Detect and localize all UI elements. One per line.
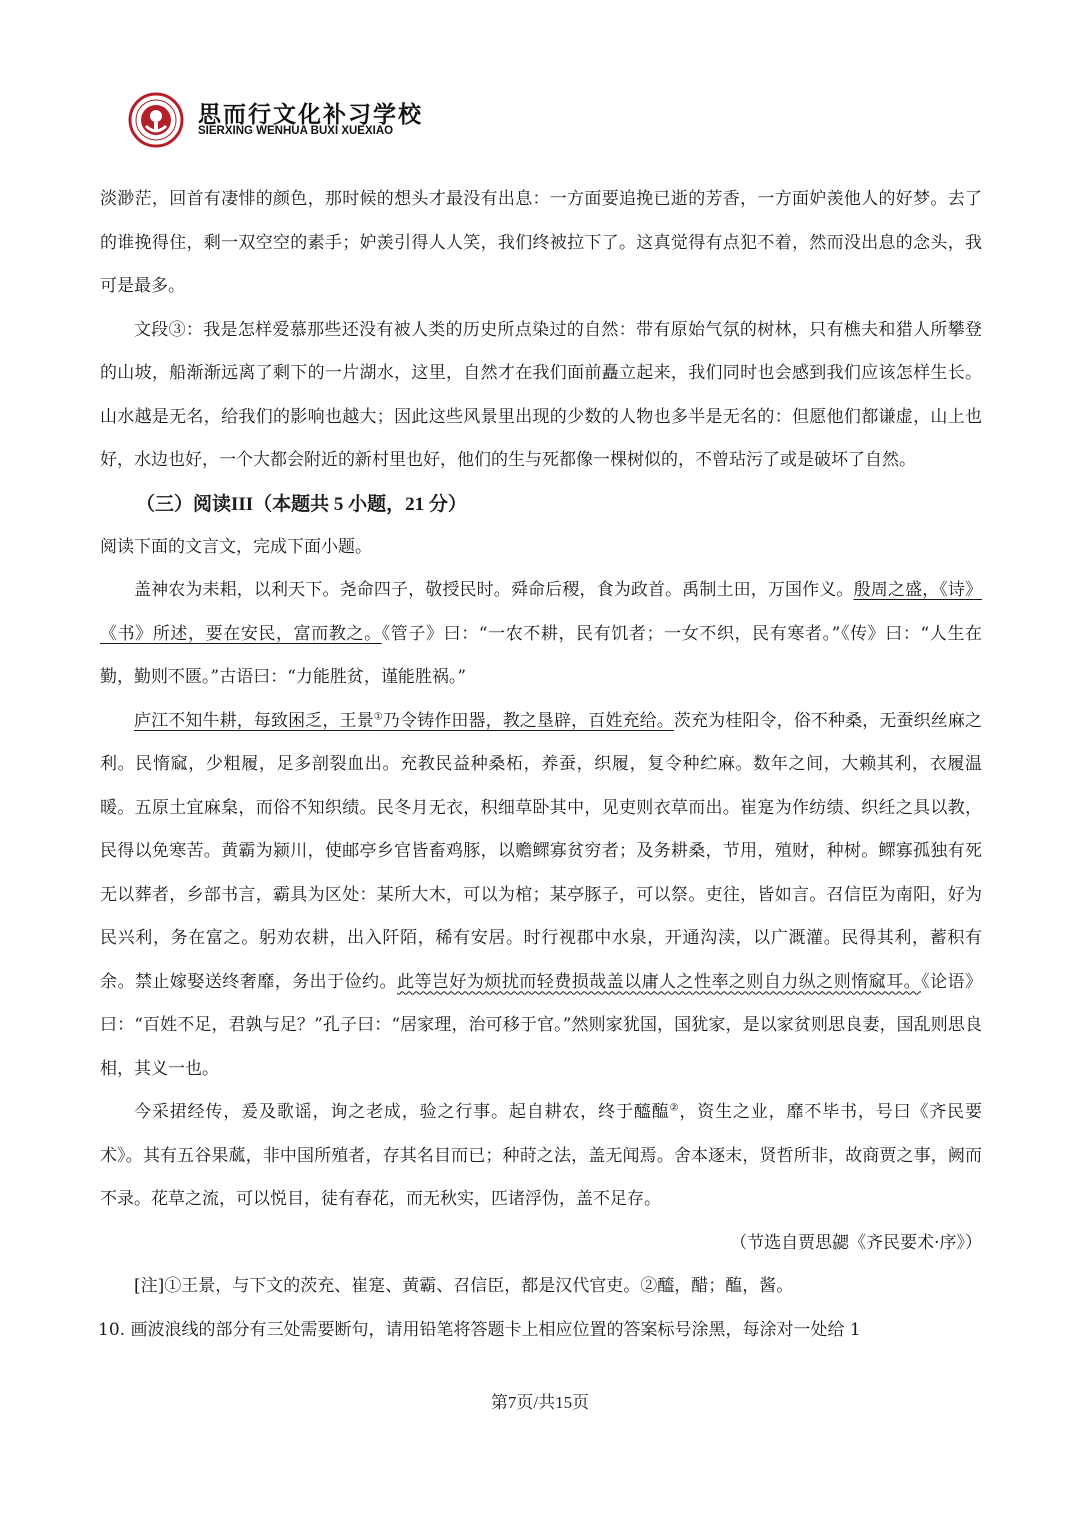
page-number: 第7页/共15页	[490, 1393, 590, 1412]
section-instruction: 阅读下面的文言文，完成下面小题。	[100, 536, 372, 557]
classical-text: 盖神农为耒耜，以利天下。尧命四子，敬授民时。舜命后稷，食为政首。禹制土田，万国作义。	[134, 580, 854, 600]
question-10: 10. 画波浪线的部分有三处需要断句，请用铅笔将答题卡上相应位置的答案标号涂黑，每涂对一处给 1	[98, 1319, 861, 1340]
classical-text: 今采捃经传，爰及歌谣，询之老成，验之行事。起自耕农，终于醯醢	[134, 1102, 670, 1122]
underlined-sentence	[134, 711, 674, 731]
page-header	[128, 92, 428, 148]
school-logo-icon	[128, 92, 184, 148]
source-citation: （节选自贾思勰《齐民要术·序》）	[730, 1232, 982, 1253]
page-content	[100, 178, 982, 1352]
classical-paragraph-1	[100, 569, 982, 700]
section-title: （三）阅读III（本题共 5 小题，21 分）	[136, 493, 467, 515]
classical-paragraph-3	[100, 1091, 982, 1222]
note-mark: ②	[669, 1102, 680, 1114]
underlined-sentence: 殷周之盛，《诗》《书》所述，要在安民，富而教之。	[100, 580, 983, 644]
passage-paragraph-3: 文段③：我是怎样爱慕那些还没有被人类的历史所点染过的自然：带有原始气氛的树林，只有樵夫和猎人所攀登的山坡，船渐渐远离了剩下的一片湖水，这里，自然才在我们面前矗立起来，我们同时也会感到我们应该怎样生长。山水越是无名，给我们的影响也越大；因此这些风景里出现的少数的人物也多半是无名的：但愿他们都谦虚，山上也好，水边也好，一个大都会附近的新村里也好，他们的生与死都像一棵树似的，不曾玷污了或是破坏了自然。	[100, 319, 982, 470]
classical-text: 《管子》曰：“一农不耕，民有饥者；一女不织，民有寒者。”《传》曰：“人生在勤，勤则不匮。”古语曰：“力能胜贫，谨能胜祸。”	[100, 623, 982, 687]
classical-text: 乃令铸作田器，教之垦辟，百姓充给。	[382, 710, 674, 731]
school-name-en: SIERXING WENHUA BUXI XUEXIAO	[198, 125, 394, 137]
passage-paragraph: 淡渺茫，回首有凄悱的颜色，那时候的想头才最没有出息：一方面要追挽已逝的芳香，一方面妒羡他人的好梦。去了的谁挽得住，剩一双空空的素手；妒羡引得人人笑，我们终被拉下了。这真觉得有点犯不着，然而没出息的念头，我可是最多。	[100, 189, 982, 296]
footnotes: [注]①王景，与下文的茨充、崔寔、黄霸、召信臣，都是汉代官吏。②醯，醋；醢，酱。	[134, 1276, 794, 1296]
school-name-cn: 思而行文化补习学校	[198, 102, 423, 128]
classical-text: 茨充为桂阳令，俗不种桑，无蚕织丝麻之利。民惰窳，少粗履，足多剖裂血出。充教民益种桑柘，养蚕，织履，复令种纻麻。数年之间，大赖其利，衣履温暖。五原土宜麻枲，而俗不知织绩。民冬月无衣，积细草卧其中，见吏则衣草而出。崔寔为作纺绩、织纴之具以教，民得以免寒苦。黄霸为颍川，使邮亭乡官皆畜鸡豚，以赡鳏寡贫穷者；及务耕桑，节用，殖财，种树。鳏寡孤独有死无以葬者，乡部书言，霸具为区处：某所大木，可以为棺；某亭豚子，可以祭。吏往，皆如言。召信臣为南阳，好为民兴利，务在富之。躬劝农耕，出入阡陌，稀有安居。时行视郡中水泉，开通沟渎，以广溉灌。民得其利，蓄积有余。禁止嫁娶送终奢靡，务出于俭约。	[100, 710, 983, 992]
classical-text: ，资生之业，靡不毕书，号曰《齐民要术》。其有五谷果蓏，非中国所殖者，存其名目而已；种莳之法，盖无闻焉。舍本逐末，贤哲所非，故商贾之事，阙而不录。花草之流，可以悦目，徒有春花，而无秋实，匹诸浮伪，盖不足存。	[100, 1102, 983, 1209]
classical-text: 庐江不知牛耕，每致困乏，王景	[134, 710, 374, 731]
wavy-underlined-sentence: 此等岂好为烦扰而轻费损哉盖以庸人之性率之则自力纵之则惰窳耳。	[397, 971, 922, 992]
classical-text: 《论语》曰：“百姓不足，君孰与足？”孔子曰：“居家理，治可移于官。”然则家犹国，国犹家，是以家贫则思良妻，国乱则思良相，其义一也。	[100, 971, 983, 1079]
classical-paragraph-2	[100, 700, 982, 1092]
note-mark: ①	[373, 710, 383, 722]
